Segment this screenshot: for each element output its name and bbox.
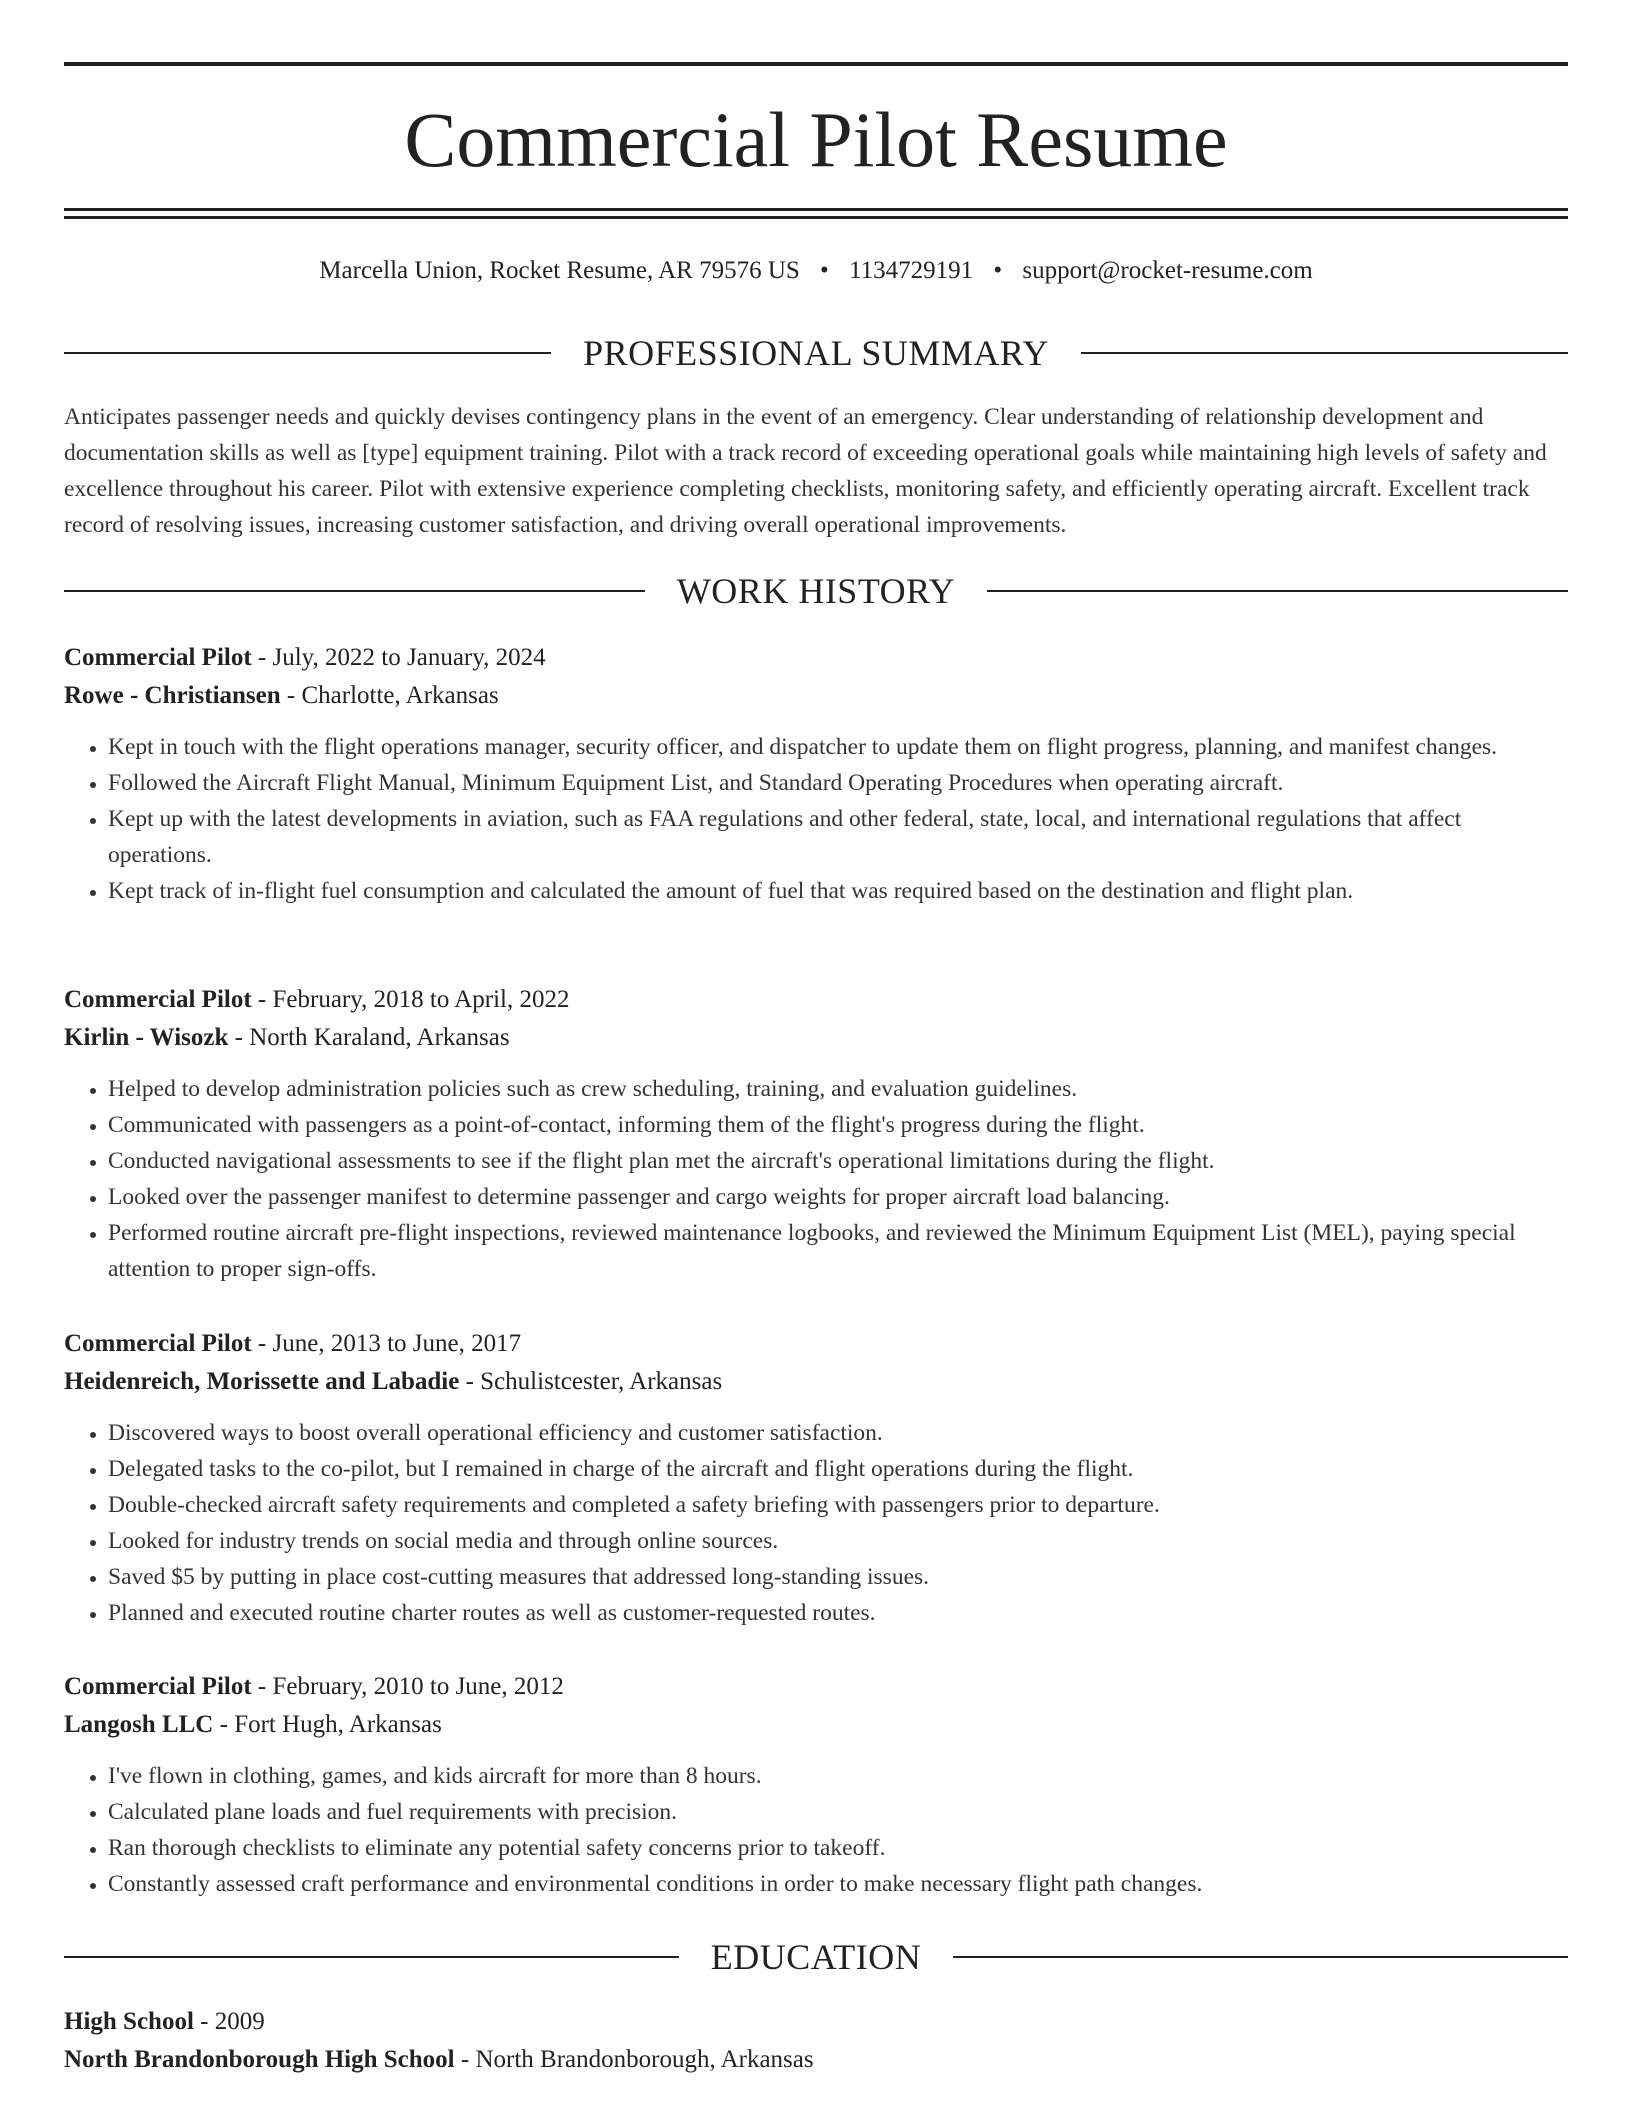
job-location: - North Karaland, Arkansas <box>228 1024 510 1051</box>
job-title: Commercial Pilot <box>64 986 252 1013</box>
job-bullets <box>64 1758 1568 1902</box>
job-bullet: • Followed the Aircraft Flight Manual, Minimum Equipment List, and Standard Operating Procedures when operating aircraft. <box>108 765 1568 801</box>
job-bullet: • Kept up with the latest developments in aviation, such as FAA regulations and other federal, state, local, and international regulations that affect operations. <box>108 801 1568 873</box>
job-title-line <box>64 639 1568 677</box>
work-history-heading-label: WORK HISTORY <box>676 571 956 611</box>
education-degree-line <box>64 2003 1568 2041</box>
job-bullet: • Communicated with passengers as a point-of-contact, informing them of the flight's progress during the flight. <box>108 1107 1568 1143</box>
job-bullet: • Calculated plane loads and fuel requirements with precision. <box>108 1794 1568 1830</box>
resume-title: Commercial Pilot Resume <box>404 96 1228 183</box>
job-bullet: • Kept in touch with the flight operations manager, security officer, and dispatcher to update them on flight progress, planning, and manifest changes. <box>108 729 1568 765</box>
education-degree: High School <box>64 2008 194 2035</box>
job-title-line <box>64 1668 1568 1706</box>
job-bullet: • Helped to develop administration policies such as crew scheduling, training, and evaluation guidelines. <box>108 1071 1568 1107</box>
job-location: - Fort Hugh, Arkansas <box>213 1711 442 1738</box>
job-bullets <box>64 1415 1568 1631</box>
education-heading-label: EDUCATION <box>710 1937 922 1977</box>
job-company: Langosh LLC <box>64 1711 214 1738</box>
job-dates: - June, 2013 to June, 2017 <box>251 1330 522 1357</box>
job-company-line <box>64 1706 1568 1744</box>
work-history-heading <box>64 571 1568 611</box>
job-company-line <box>64 677 1568 715</box>
job-bullet: • Looked over the passenger manifest to determine passenger and cargo weights for proper aircraft load balancing. <box>108 1179 1568 1215</box>
job-bullet: • Discovered ways to boost overall operational efficiency and customer satisfaction. <box>108 1415 1568 1451</box>
job-bullet: • Ran thorough checklists to eliminate any potential safety concerns prior to takeoff. <box>108 1830 1568 1866</box>
job-bullets <box>64 729 1568 909</box>
contact-separator: • <box>820 257 829 284</box>
job-bullet: • Double-checked aircraft safety requirements and completed a safety briefing with passengers prior to departure. <box>108 1487 1568 1523</box>
job-title: Commercial Pilot <box>64 1673 252 1700</box>
contact-email: support@rocket-resume.com <box>1022 257 1313 284</box>
top-rule <box>64 62 1568 66</box>
contact-phone: 1134729191 <box>849 257 974 284</box>
education-school-line <box>64 2041 1568 2079</box>
title-rule-upper <box>64 208 1568 211</box>
contact-address: Marcella Union, Rocket Resume, AR 79576 US <box>319 257 800 284</box>
job-company: Kirlin - Wisozk <box>64 1024 229 1051</box>
heading-rule-left <box>64 590 645 592</box>
job-bullet: • Constantly assessed craft performance and environmental conditions in order to make necessary flight path changes. <box>108 1866 1568 1902</box>
education-location: - North Brandonborough, Arkansas <box>454 2046 814 2073</box>
job-bullet: • Looked for industry trends on social media and through online sources. <box>108 1523 1568 1559</box>
job-title: Commercial Pilot <box>64 1330 252 1357</box>
heading-rule-right <box>1081 352 1568 354</box>
job-bullet: • Performed routine aircraft pre-flight inspections, reviewed maintenance logbooks, and reviewed the Minimum Equipment List (MEL), paying special attention to proper sign-offs. <box>108 1215 1568 1287</box>
heading-rule-right <box>987 590 1568 592</box>
heading-rule-left <box>64 1956 679 1958</box>
job-dates: - July, 2022 to January, 2024 <box>251 644 546 671</box>
education-entry <box>64 2003 1568 2079</box>
job-company: Rowe - Christiansen <box>64 682 281 709</box>
contact-line <box>64 254 1568 288</box>
job-location: - Schulistcester, Arkansas <box>459 1368 723 1395</box>
job-bullet: • Conducted navigational assessments to see if the flight plan met the aircraft's operational limitations during the flight. <box>108 1143 1568 1179</box>
job-entry <box>64 981 1568 1287</box>
summary-heading <box>64 333 1568 373</box>
job-company-line <box>64 1019 1568 1057</box>
title-rule-lower <box>64 216 1568 219</box>
summary-text: Anticipates passenger needs and quickly devises contingency plans in the event of an emergency. Clear understanding of relationship development and documentation skills as well as [type] equipment training. Pilot with a track record of exceeding operational goals while maintaining high levels of safety and excellence throughout his career. Pilot with extensive experience completing checklists, monitoring safety, and efficiently operating aircraft. Excellent track record of resolving issues, increasing customer satisfaction, and driving overall operational improvements. <box>64 404 1547 538</box>
heading-rule-right <box>953 1956 1568 1958</box>
job-title: Commercial Pilot <box>64 644 252 671</box>
job-entry <box>64 1668 1568 1902</box>
education-school: North Brandonborough High School <box>64 2046 455 2073</box>
job-bullet: • Saved $5 by putting in place cost-cutting measures that addressed long-standing issues. <box>108 1559 1568 1595</box>
job-bullets <box>64 1071 1568 1287</box>
job-company-line <box>64 1363 1568 1401</box>
job-company: Heidenreich, Morissette and Labadie <box>64 1368 460 1395</box>
job-bullet: • Planned and executed routine charter routes as well as customer-requested routes. <box>108 1595 1568 1631</box>
job-title-line <box>64 1325 1568 1363</box>
job-title-line <box>64 981 1568 1019</box>
job-dates: - February, 2018 to April, 2022 <box>251 986 570 1013</box>
summary-heading-label: PROFESSIONAL SUMMARY <box>583 333 1049 373</box>
contact-separator: • <box>993 257 1003 284</box>
education-year: - 2009 <box>193 2008 265 2035</box>
job-entry <box>64 1325 1568 1631</box>
education-heading <box>64 1937 1568 1977</box>
job-entry <box>64 639 1568 909</box>
heading-rule-left <box>64 352 551 354</box>
job-bullet: • Kept track of in-flight fuel consumption and calculated the amount of fuel that was required based on the destination and flight plan. <box>108 873 1568 909</box>
job-bullet: • I've flown in clothing, games, and kids aircraft for more than 8 hours. <box>108 1758 1568 1794</box>
job-location: - Charlotte, Arkansas <box>280 682 499 709</box>
job-dates: - February, 2010 to June, 2012 <box>251 1673 564 1700</box>
job-bullet: • Delegated tasks to the co-pilot, but I remained in charge of the aircraft and flight operations during the flight. <box>108 1451 1568 1487</box>
